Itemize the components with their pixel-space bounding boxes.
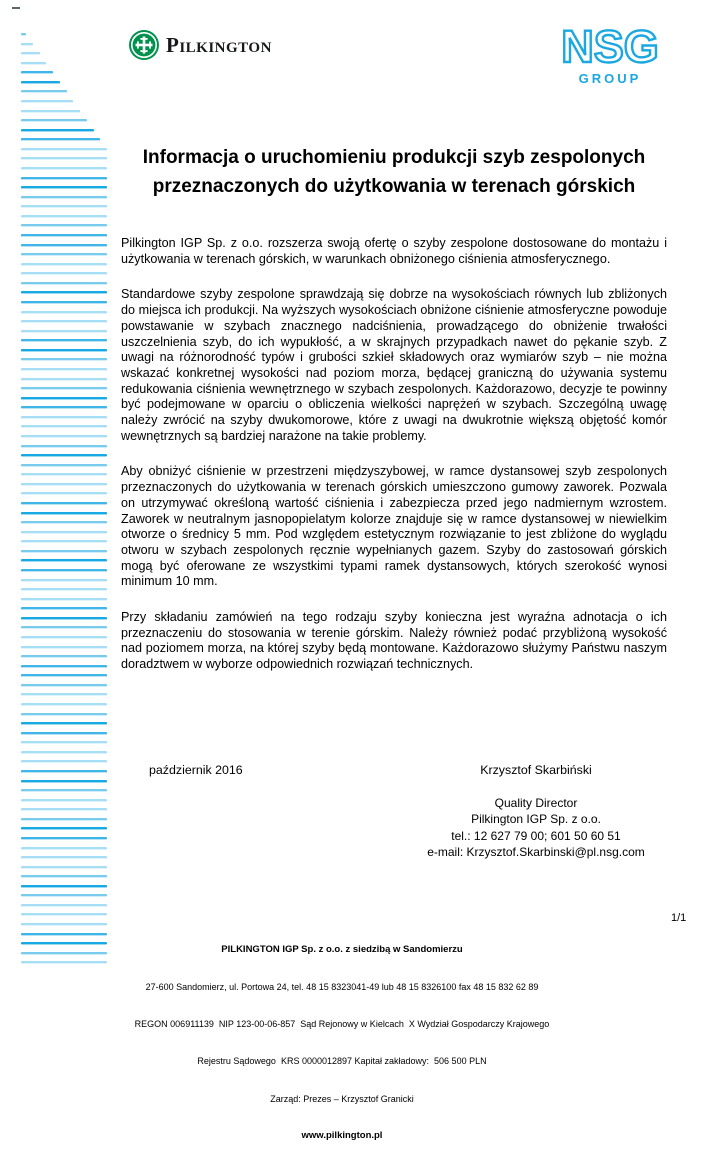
pilkington-logo	[129, 30, 272, 60]
decor-stripe	[21, 492, 107, 495]
decor-stripe	[21, 521, 107, 524]
footer-address: 27-600 Sandomierz, ul. Portowa 24, tel. 48 15 8323041-49 lub 48 15 8326100 fax 48 15 832 62 89	[145, 982, 539, 993]
paragraph-valve-solution: Aby obniżyć ciśnienie w przestrzeni międzyszybowej, w ramce dystansowej szyb zespolonych przeznaczonych do użytkowania w terenach górskich umieszczono gumowy zaworek. Pozwala on utrzymywać określoną wartość ciśnienia i zabezpiecza przed jego nadmiernym wzrostem. Zaworek w neutralnym jasnopopielatym kolorze znajduje się w ramce dystansowej w niewielkim otworze o średnicy 5 mm. Pod względem estetycznym rozwiązanie to jest zbliżone do wyglądu otworu w szybach zespolonych ręcznie wypełnianych gazem. Szyby do zastosowań górskich mogą być oferowane ze wszystkimi typami ramek dystansowych, których szerokość wynosi minimum 10 mm.	[121, 464, 667, 589]
decor-stripe	[21, 157, 107, 160]
decor-stripe	[21, 43, 33, 46]
decor-stripe	[21, 263, 107, 266]
decor-stripe	[21, 368, 107, 371]
decor-stripe	[21, 913, 107, 916]
decor-stripe	[21, 502, 107, 505]
decor-stripe	[21, 770, 107, 773]
decor-stripe	[21, 33, 26, 36]
title-line-1: Informacja o uruchomieniu produkcji szyb zespolonych	[142, 147, 646, 168]
decor-stripe	[21, 760, 107, 763]
left-stripe-decoration	[21, 33, 111, 978]
decor-stripe	[21, 866, 107, 869]
signatory-name: Krzysztof Skarbiński	[480, 763, 592, 777]
decor-stripe	[21, 224, 107, 227]
signoff-block	[121, 763, 667, 860]
decor-stripe	[21, 808, 107, 811]
decor-stripe	[21, 741, 107, 744]
decor-stripe	[21, 674, 107, 677]
nsg-group-logo	[554, 20, 666, 90]
decor-stripe	[21, 90, 67, 93]
decor-stripe	[21, 320, 107, 323]
decor-stripe	[21, 837, 107, 840]
paragraph-ordering: Przy składaniu zamówień na tego rodzaju szyby konieczna jest wyraźna adnotacja o ich przeznaczeniu do stosowania w terenie górskim. Należy również podać przybliżoną wysokość nad poziomem morza, na której szyby będą montowane. Każdorazowo służymy Państwu naszym doradztwem w wyborze odpowiednich rozwiązań technicznych.	[121, 610, 667, 672]
page-number: 1/1	[671, 912, 687, 924]
paragraph-intro: Pilkington IGP Sp. z o.o. rozszerza swoją ofertę o szyby zespolone dostosowane do montażu i użytkowania w terenach górskich, w warunkach obniżonego ciśnienia atmosferycznego.	[121, 236, 667, 266]
decor-stripe	[21, 531, 107, 534]
decor-stripe	[21, 349, 107, 352]
signatory-contact	[405, 795, 667, 860]
decor-stripe	[21, 665, 107, 668]
decor-stripe	[21, 397, 107, 400]
decor-stripe	[21, 847, 107, 850]
decor-stripe	[21, 799, 107, 802]
decor-stripe	[21, 330, 107, 333]
footer-management: Zarząd: Prezes – Krzysztof Granicki	[270, 1093, 414, 1104]
decor-stripe	[21, 215, 107, 218]
signatory-email: e-mail: Krzysztof.Skarbinski@pl.nsg.com	[427, 844, 645, 859]
decor-stripe	[21, 272, 107, 275]
decor-stripe	[21, 550, 107, 553]
company-footer	[62, 919, 622, 1167]
decor-stripe	[21, 722, 107, 725]
decor-stripe	[21, 358, 107, 361]
decor-stripe	[21, 626, 107, 629]
decor-stripe	[21, 818, 107, 821]
decor-stripe	[21, 387, 107, 390]
decor-stripe	[21, 435, 107, 438]
decor-stripe	[21, 244, 107, 247]
decor-stripe	[21, 684, 107, 687]
decor-stripe	[21, 71, 53, 74]
decor-stripe	[21, 559, 107, 562]
decor-stripe	[21, 253, 107, 256]
decor-stripe	[21, 282, 107, 285]
document-title	[121, 143, 667, 201]
decor-stripe	[21, 52, 40, 55]
decor-stripe	[21, 579, 107, 582]
decor-stripe	[21, 454, 107, 457]
decor-stripe	[21, 607, 107, 610]
footer-website: www.pilkington.pl	[301, 1129, 383, 1141]
decor-stripe	[21, 425, 107, 428]
decor-stripe	[21, 148, 107, 151]
decor-stripe	[21, 100, 73, 103]
decor-stripe	[21, 588, 107, 591]
decor-stripe	[21, 234, 107, 237]
decor-stripe	[21, 186, 107, 189]
decor-stripe	[21, 617, 107, 620]
decor-stripe	[21, 569, 107, 572]
decor-stripe	[21, 904, 107, 907]
decor-stripe	[21, 894, 107, 897]
nsg-logo-text: NSG	[561, 21, 659, 72]
decor-stripe	[21, 110, 80, 113]
pilkington-wordmark: Pilkington	[166, 33, 272, 57]
decor-stripe	[21, 885, 107, 888]
decor-stripe	[21, 732, 107, 735]
decor-stripe	[21, 473, 107, 476]
footer-registry-1: REGON 006911139 NIP 123-00-06-857 Sąd Rejonowy w Kielcach X Wydział Gospodarczy Krajowego	[134, 1019, 550, 1030]
decor-stripe	[21, 540, 107, 543]
decor-stripe	[21, 445, 107, 448]
decor-stripe	[21, 789, 107, 792]
document-body	[121, 236, 667, 693]
decor-stripe	[21, 167, 107, 170]
decor-stripe	[21, 713, 107, 716]
decor-stripe	[21, 378, 107, 381]
nsg-group-label: GROUP	[578, 71, 642, 86]
pilkington-roundel-icon	[129, 30, 159, 60]
decor-stripe	[21, 483, 107, 486]
stray-mark	[12, 7, 20, 9]
decor-stripe	[21, 311, 107, 314]
paragraph-standard-units: Standardowe szyby zespolone sprawdzają się dobrze na wysokościach równych lub zbliżonych do miejsca ich produkcji. Na wyższych wysokościach obniżone ciśnienie atmosferyczne powoduje powstawanie w szybach znacznego nadciśnienia, prowadzącego do obniżenie trwałości uszczelnienia szyb, do ich wypukłość, a w skrajnych przypadkach nawet do pękanie szyb. Z uwagi na różnorodność typów i grubości szkieł składowych oraz wymiarów szyb – nie można wskazać konkretnej wysokości nad poziom morza, będącej graniczną do używania systemu redukowania ciśnienia wewnętrznego w szybach zespolonych. Każdorazowo, decyzje te powinny być podejmowane w oparciu o obliczenia wielkości naprężeń w szybach. Szczególną uwagę należy zwrócić na szyby dwukomorowe, które z uwagi na dwukrotnie większą objętość komór wewnętrznych są bardziej narażone na takie problemy.	[121, 287, 667, 443]
decor-stripe	[21, 406, 107, 409]
decor-stripe	[21, 751, 107, 754]
decor-stripe	[21, 81, 60, 84]
decor-stripe	[21, 655, 107, 658]
decor-stripe	[21, 693, 107, 696]
signatory-phone: tel.: 12 627 79 00; 601 50 60 51	[451, 828, 621, 843]
decor-stripe	[21, 856, 107, 859]
decor-stripe	[21, 875, 107, 878]
decor-stripe	[21, 62, 46, 65]
decor-stripe	[21, 177, 107, 180]
decor-stripe	[21, 339, 107, 342]
decor-stripe	[21, 598, 107, 601]
footer-company-name: PILKINGTON IGP Sp. z o.o. z siedzibą w Sandomierzu	[221, 943, 463, 955]
decor-stripe	[21, 196, 107, 199]
signatory-role: Quality Director	[494, 796, 578, 810]
document-date: październik 2016	[149, 763, 243, 777]
decor-stripe	[21, 205, 107, 208]
decor-stripe	[21, 512, 107, 515]
decor-stripe	[21, 636, 107, 639]
footer-registry-2: Rejestru Sądowego KRS 0000012897 Kapitał zakładowy: 506 500 PLN	[197, 1056, 487, 1067]
decor-stripe	[21, 703, 107, 706]
decor-stripe	[21, 119, 87, 122]
decor-stripe	[21, 138, 100, 141]
decor-stripe	[21, 301, 107, 304]
decor-stripe	[21, 827, 107, 830]
decor-stripe	[21, 464, 107, 467]
decor-stripe	[21, 291, 107, 294]
decor-stripe	[21, 416, 107, 419]
title-line-2: przeznaczonych do użytkowania w terenach górskich	[152, 176, 636, 197]
signatory-company: Pilkington IGP Sp. z o.o.	[471, 812, 601, 827]
decor-stripe	[21, 780, 107, 783]
decor-stripe	[21, 129, 94, 132]
decor-stripe	[21, 646, 107, 649]
